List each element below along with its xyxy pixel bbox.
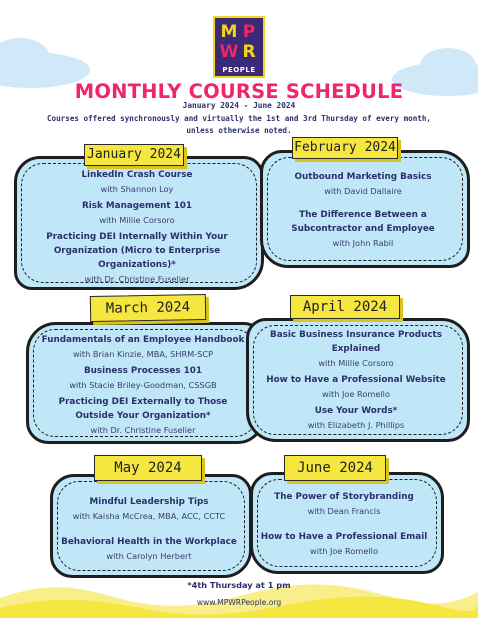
course-title: Basic Business Insurance Products Explained xyxy=(269,330,442,354)
course-item xyxy=(268,170,458,198)
course-title: Behavioral Health in the Workplace xyxy=(61,537,237,547)
month-list-may xyxy=(58,495,240,563)
course-item xyxy=(32,395,254,437)
course-title: Use Your Words* xyxy=(314,406,398,416)
logo-letter: W xyxy=(219,41,239,62)
course-title: Outbound Marketing Basics xyxy=(294,172,432,182)
month-list-march xyxy=(32,333,254,437)
intro-line-1: Courses offered synchronously and virtually the 1st and 3rd Thursday of every month, xyxy=(46,114,432,123)
course-presenter: with Dr. Christine Fuselier xyxy=(84,274,190,284)
course-presenter: with Millie Corsoro xyxy=(318,358,394,368)
logo-letter: P xyxy=(242,21,256,42)
course-presenter: with John Rabil xyxy=(332,238,394,248)
month-tag-february: February 2024 xyxy=(292,137,398,159)
course-item xyxy=(22,168,252,196)
month-tag-june: June 2024 xyxy=(284,455,386,481)
course-item xyxy=(58,495,240,523)
course-presenter: with Dr. Christine Fuselier xyxy=(90,425,196,435)
course-item xyxy=(256,530,432,558)
course-presenter: with Dean Francis xyxy=(307,506,381,516)
logo-letter: R xyxy=(242,41,256,62)
course-item xyxy=(22,230,252,286)
course-presenter: with Carolyn Herbert xyxy=(106,551,192,561)
course-item xyxy=(254,373,458,401)
logo-letter: M xyxy=(220,21,238,42)
month-list-january xyxy=(22,168,252,286)
course-title: Practicing DEI Internally Within Your Organization (Micro to Enterprise Organizations)* xyxy=(46,232,228,270)
date-range: January 2024 - June 2024 xyxy=(182,101,296,110)
month-tag-march: March 2024 xyxy=(90,294,206,322)
course-title: The Power of Storybranding xyxy=(274,492,414,502)
page-title: MONTHLY COURSE SCHEDULE xyxy=(74,80,404,103)
month-tag-january: January 2024 xyxy=(84,144,184,166)
mpwr-people-logo xyxy=(213,16,265,78)
course-title: Practicing DEI Externally to Those Outside Your Organization* xyxy=(58,397,228,421)
course-item xyxy=(254,404,458,432)
footnote: *4th Thursday at 1 pm xyxy=(187,580,291,590)
logo-people-text: PEOPLE xyxy=(222,66,256,74)
course-title: How to Have a Professional Email xyxy=(260,532,428,542)
course-title: Business Processes 101 xyxy=(83,366,203,376)
course-presenter: with Joe Romello xyxy=(322,389,390,399)
course-presenter: with David Dallaire xyxy=(324,186,402,196)
course-presenter: with Joe Romello xyxy=(310,546,378,556)
month-tag-may: May 2024 xyxy=(94,455,202,481)
month-list-february xyxy=(268,170,458,250)
month-list-june xyxy=(256,490,432,558)
course-presenter: with Brian Kinzie, MBA, SHRM-SCP xyxy=(72,349,214,359)
course-item xyxy=(22,199,252,227)
course-title: Fundamentals of an Employee Handbook xyxy=(41,335,245,345)
course-presenter: with Stacie Briley-Goodman, CSSGB xyxy=(69,380,217,390)
course-presenter: with Shannon Loy xyxy=(100,184,174,194)
course-title: The Difference Between a Subcontractor and Employee xyxy=(291,210,435,234)
course-title: How to Have a Professional Website xyxy=(266,375,446,385)
course-title: Mindful Leadership Tips xyxy=(89,497,209,507)
course-item xyxy=(58,535,240,563)
course-item xyxy=(254,328,458,370)
course-presenter: with Millie Corsoro xyxy=(99,215,175,225)
month-list-april xyxy=(254,328,458,432)
course-item xyxy=(268,208,458,250)
course-title: LinkedIn Crash Course xyxy=(81,170,193,180)
month-tag-april: April 2024 xyxy=(290,295,400,319)
intro-line-2: unless otherwise noted. xyxy=(186,126,292,135)
cloud-right-decoration xyxy=(420,48,476,84)
website-link[interactable]: www.MPWRPeople.org xyxy=(196,598,282,607)
course-item xyxy=(32,364,254,392)
course-title: Risk Management 101 xyxy=(81,201,193,211)
course-item xyxy=(32,333,254,361)
course-item xyxy=(256,490,432,518)
course-presenter: with Kaisha McCrea, MBA, ACC, CCTC xyxy=(72,511,226,521)
course-presenter: with Elizabeth J. Phillips xyxy=(307,420,405,430)
